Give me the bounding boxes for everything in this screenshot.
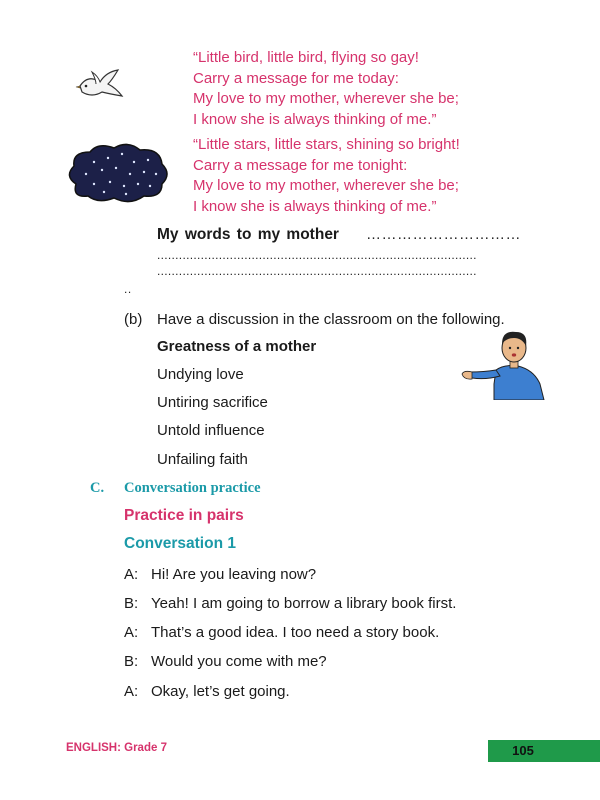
section-marker: C. bbox=[90, 480, 105, 496]
line-text: Hi! Are you leaving now? bbox=[151, 566, 317, 583]
discussion-heading: Greatness of a mother bbox=[157, 338, 317, 355]
poem-line: Carry a message for me tonight: bbox=[193, 156, 408, 174]
conversation-line bbox=[124, 566, 316, 583]
speaker-label: B: bbox=[124, 595, 139, 612]
section-subtitle: Practice in pairs bbox=[124, 507, 244, 524]
speaker-label: B: bbox=[124, 653, 139, 670]
discussion-item: Unfailing faith bbox=[157, 451, 248, 468]
conversation-line bbox=[124, 683, 290, 700]
poem-line: I know she is always thinking of me.” bbox=[193, 197, 437, 215]
line-text: Yeah! I am going to borrow a library book first. bbox=[151, 595, 457, 612]
words-label: My words to my mother bbox=[157, 226, 339, 243]
discussion-instruction: Have a discussion in the classroom on the following. bbox=[157, 311, 505, 328]
conversation-line bbox=[124, 653, 327, 670]
night-cloud-stars-icon bbox=[64, 140, 172, 206]
words-dots-2: ........................................................................................ bbox=[157, 248, 477, 262]
poem-line: “Little stars, little stars, shining so bright! bbox=[193, 136, 460, 153]
line-text: Would you come with me? bbox=[151, 653, 327, 670]
poem-line: My love to my mother, wherever she be; bbox=[193, 177, 459, 194]
line-text: That’s a good idea. I too need a story book. bbox=[151, 624, 440, 641]
poem-line: My love to my mother, wherever she be; bbox=[193, 90, 459, 107]
speaker-label: A: bbox=[124, 624, 139, 641]
poem-line: I know she is always thinking of me.” bbox=[193, 110, 437, 128]
poem-stanza-1 bbox=[193, 48, 459, 130]
footer-book-title: ENGLISH: Grade 7 bbox=[66, 742, 167, 754]
discussion-item: Untiring sacrifice bbox=[157, 394, 268, 411]
section-title: Conversation practice bbox=[124, 480, 261, 496]
discussion-item: Untold influence bbox=[157, 422, 265, 439]
poem-line: Carry a message for me today: bbox=[193, 69, 399, 87]
boy-talking-icon bbox=[460, 324, 546, 400]
bird-icon bbox=[74, 66, 126, 102]
poem-line: “Little bird, little bird, flying so gay! bbox=[193, 49, 419, 66]
speaker-label: A: bbox=[124, 683, 139, 700]
conversation-line bbox=[124, 595, 456, 612]
words-dots-4: .. bbox=[124, 282, 132, 296]
speaker-label: A: bbox=[124, 566, 139, 583]
words-dots-3: ........................................................................................ bbox=[157, 264, 477, 278]
poem-stanza-2 bbox=[193, 135, 460, 217]
page-number: 105 bbox=[512, 743, 534, 758]
words-dots-1: ………………………… bbox=[366, 226, 521, 243]
item-marker: (b) bbox=[124, 311, 143, 328]
line-text: Okay, let’s get going. bbox=[151, 683, 290, 700]
conversation-line bbox=[124, 624, 439, 641]
conversation-title: Conversation 1 bbox=[124, 535, 236, 552]
discussion-item: Undying love bbox=[157, 366, 244, 383]
